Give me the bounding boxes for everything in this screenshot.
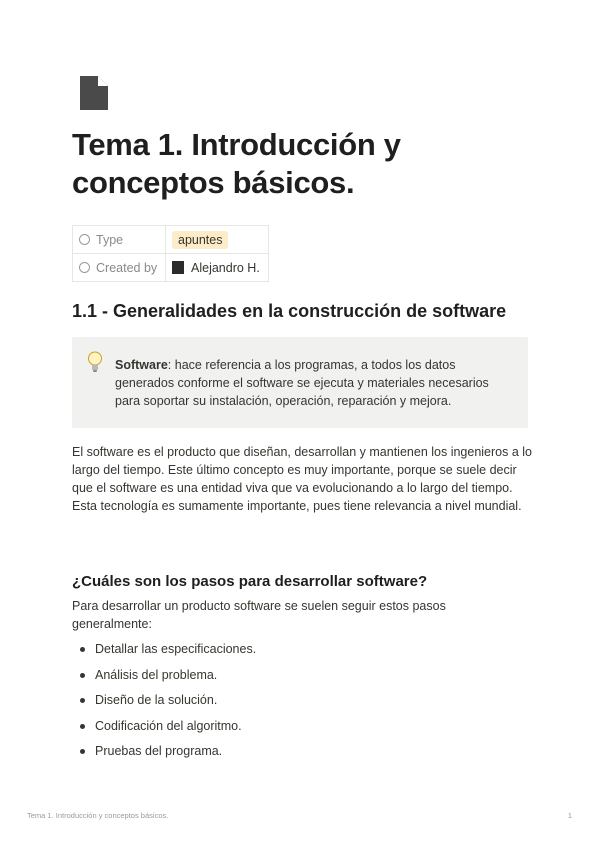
document-icon (80, 76, 108, 110)
property-key-label: Type (96, 232, 124, 247)
type-icon (79, 234, 90, 245)
callout-block (72, 337, 528, 428)
person-icon (79, 262, 90, 273)
list-item: Pruebas del programa. (72, 742, 256, 768)
footer-title: Tema 1. Introducción y conceptos básicos. (27, 811, 169, 820)
author-name[interactable]: Alejandro H. (191, 260, 260, 275)
lightbulb-icon (87, 351, 103, 373)
steps-list (72, 640, 256, 768)
property-value-created-by[interactable] (166, 254, 269, 282)
list-item: Análisis del problema. (72, 666, 256, 692)
property-row-created-by (73, 254, 269, 282)
properties-table (72, 225, 269, 282)
property-key-label: Created by (96, 260, 158, 275)
paragraph-software: El software es el producto que diseñan, desarrollan y mantienen los ingenieros a lo largo del tiempo. Este último concepto es muy importante, porque se suele decir que el software es una entidad viva que va evolucionando a lo largo del tiempo. Esta tecnología es sumamente importante, pues tiene relevancia a nivel mundial. (72, 445, 532, 513)
type-tag[interactable]: apuntes (172, 231, 228, 249)
list-item: Detallar las especificaciones. (72, 640, 256, 666)
property-key-created-by (73, 254, 166, 282)
page-title: Tema 1. Introducción y conceptos básicos. (72, 127, 401, 200)
callout-body: : hace referencia a los programas, a todos los datos generados conforme el software se ejecuta y materiales necesarios para soportar su instalación, operación, reparación y mejora. (115, 358, 489, 408)
property-value-type[interactable] (166, 226, 269, 254)
callout-text (115, 356, 515, 410)
property-row-type (73, 226, 269, 254)
section-heading-pasos: ¿Cuáles son los pasos para desarrollar software? (72, 573, 428, 590)
section-heading-generalidades: 1.1 - Generalidades en la construcción de software (72, 301, 507, 321)
callout-bold-term: Software (115, 358, 168, 372)
list-item: Codificación del algoritmo. (72, 717, 256, 743)
avatar (172, 261, 184, 274)
list-item: Diseño de la solución. (72, 691, 256, 717)
property-key-type (73, 226, 166, 254)
footer-page-number: 1 (567, 811, 572, 820)
paragraph-intro-pasos: Para desarrollar un producto software se suelen seguir estos pasos generalmente: (72, 599, 446, 631)
